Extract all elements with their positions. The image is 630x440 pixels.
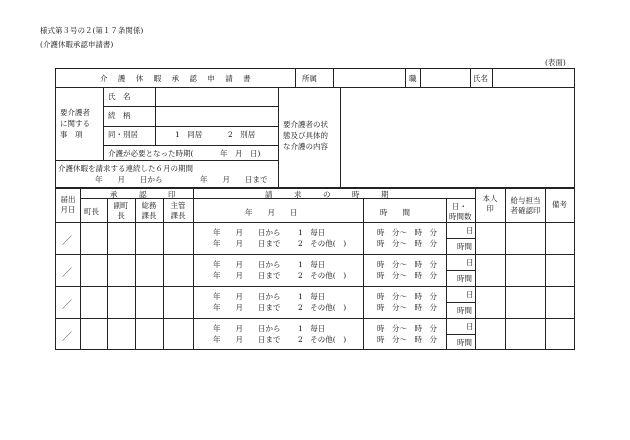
request-time-header: 請 求 の 時 期 [265, 190, 396, 199]
row-hours[interactable]: 時間 [457, 242, 472, 251]
row-time-2[interactable]: 時 分～ 時 分 [377, 303, 437, 312]
row-option-other[interactable]: 2 その他( ) [298, 239, 347, 248]
row-option-daily[interactable]: 1 毎日 [298, 228, 326, 237]
row-date-from[interactable]: 年 月 日から [213, 260, 281, 269]
person-seal-header: 本人印 [482, 194, 498, 213]
gen-affairs-header: 総務課長 [141, 201, 157, 220]
hours-count-header: 時間数 [449, 212, 472, 221]
row-days[interactable]: 日 [466, 226, 474, 235]
supervisor-header: 主管課長 [170, 201, 186, 220]
form-name: (介護休暇承認申請書) [40, 40, 114, 49]
row-time-1[interactable]: 時 分～ 時 分 [377, 228, 437, 237]
post-label: 職 [409, 74, 417, 83]
row-option-other[interactable]: 2 その他( ) [298, 335, 347, 344]
living-option-separate[interactable]: 2 別居 [228, 130, 256, 139]
relation-label: 続 柄 [108, 111, 131, 120]
days-header: 日・ [452, 202, 467, 211]
approval-seal-header: 承 認 印 [110, 190, 183, 199]
row-time-1[interactable]: 時 分～ 時 分 [377, 260, 437, 269]
row-date-to[interactable]: 年 月 日まで [213, 271, 281, 280]
row-time-2[interactable]: 時 分～ 時 分 [377, 335, 437, 344]
row-date-from[interactable]: 年 月 日から [213, 228, 281, 237]
row-hours[interactable]: 時間 [457, 338, 472, 347]
row-option-daily[interactable]: 1 毎日 [298, 292, 326, 301]
row-time-2[interactable]: 時 分～ 時 分 [377, 239, 437, 248]
row-hours[interactable]: 時間 [457, 306, 472, 315]
care-needed-date-label: 介護が必要となった時期( [108, 149, 194, 158]
row-option-daily[interactable]: 1 毎日 [298, 260, 326, 269]
row-time-1[interactable]: 時 分～ 時 分 [377, 324, 437, 333]
period-label: 介護休暇を請求する連続した６月の期間 [58, 164, 193, 173]
row-date-from[interactable]: 年 月 日から [213, 324, 281, 333]
row-time-1[interactable]: 時 分～ 時 分 [377, 292, 437, 301]
row-date-from[interactable]: 年 月 日から [213, 292, 281, 301]
row-time-2[interactable]: 時 分～ 時 分 [377, 271, 437, 280]
filed-date-header: 届出月日 [60, 195, 76, 214]
row-days[interactable]: 日 [466, 322, 474, 331]
care-needed-date-ymd: 年 月 日) [220, 149, 261, 158]
row-option-other[interactable]: 2 その他( ) [298, 271, 347, 280]
ymd-header: 年 月 日 [245, 208, 298, 217]
row-option-other[interactable]: 2 その他( ) [298, 303, 347, 312]
row-date-to[interactable]: 年 月 日まで [213, 335, 281, 344]
row-date-to[interactable]: 年 月 日まで [213, 239, 281, 248]
filed-date-slash[interactable]: ／ [62, 236, 72, 247]
condition-label-3: な介護の内容 [283, 142, 328, 151]
form-number: 様式第３号の２(第１７条関係) [40, 26, 144, 35]
row-date-to[interactable]: 年 月 日まで [213, 303, 281, 312]
row-hours[interactable]: 時間 [457, 274, 472, 283]
side-label: (表面) [545, 58, 566, 67]
filed-date-slash[interactable]: ／ [62, 268, 72, 279]
time-header: 時 間 [380, 208, 410, 217]
filed-date-slash[interactable]: ／ [62, 332, 72, 343]
period-from: 年 月 日から [95, 175, 163, 184]
payroll-check-header: 給与担当者確認印 [510, 196, 541, 215]
remarks-header: 備考 [552, 200, 567, 209]
deputy-mayor-header: 副町長 [113, 201, 129, 220]
row-days[interactable]: 日 [466, 290, 474, 299]
period-to: 年 月 日まで [200, 175, 268, 184]
dept-label: 所属 [302, 74, 317, 83]
section-label-3: 事 項 [60, 130, 83, 139]
condition-label-2: 態及び具体的 [283, 131, 328, 140]
mayor-header: 町長 [84, 207, 99, 216]
form-title: 介 護 休 暇 承 認 申 請 書 [100, 74, 255, 83]
section-label-1: 要介護者 [60, 108, 90, 117]
recipient-name-label: 氏 名 [108, 92, 131, 101]
name-label: 氏名 [473, 74, 488, 83]
row-days[interactable]: 日 [466, 258, 474, 267]
filed-date-slash[interactable]: ／ [62, 300, 72, 311]
condition-label-1: 要介護者の状 [283, 120, 328, 129]
row-option-daily[interactable]: 1 毎日 [298, 324, 326, 333]
living-option-together[interactable]: 1 同居 [175, 130, 203, 139]
living-label: 同・別居 [108, 130, 138, 139]
section-label-2: に関する [60, 119, 90, 128]
